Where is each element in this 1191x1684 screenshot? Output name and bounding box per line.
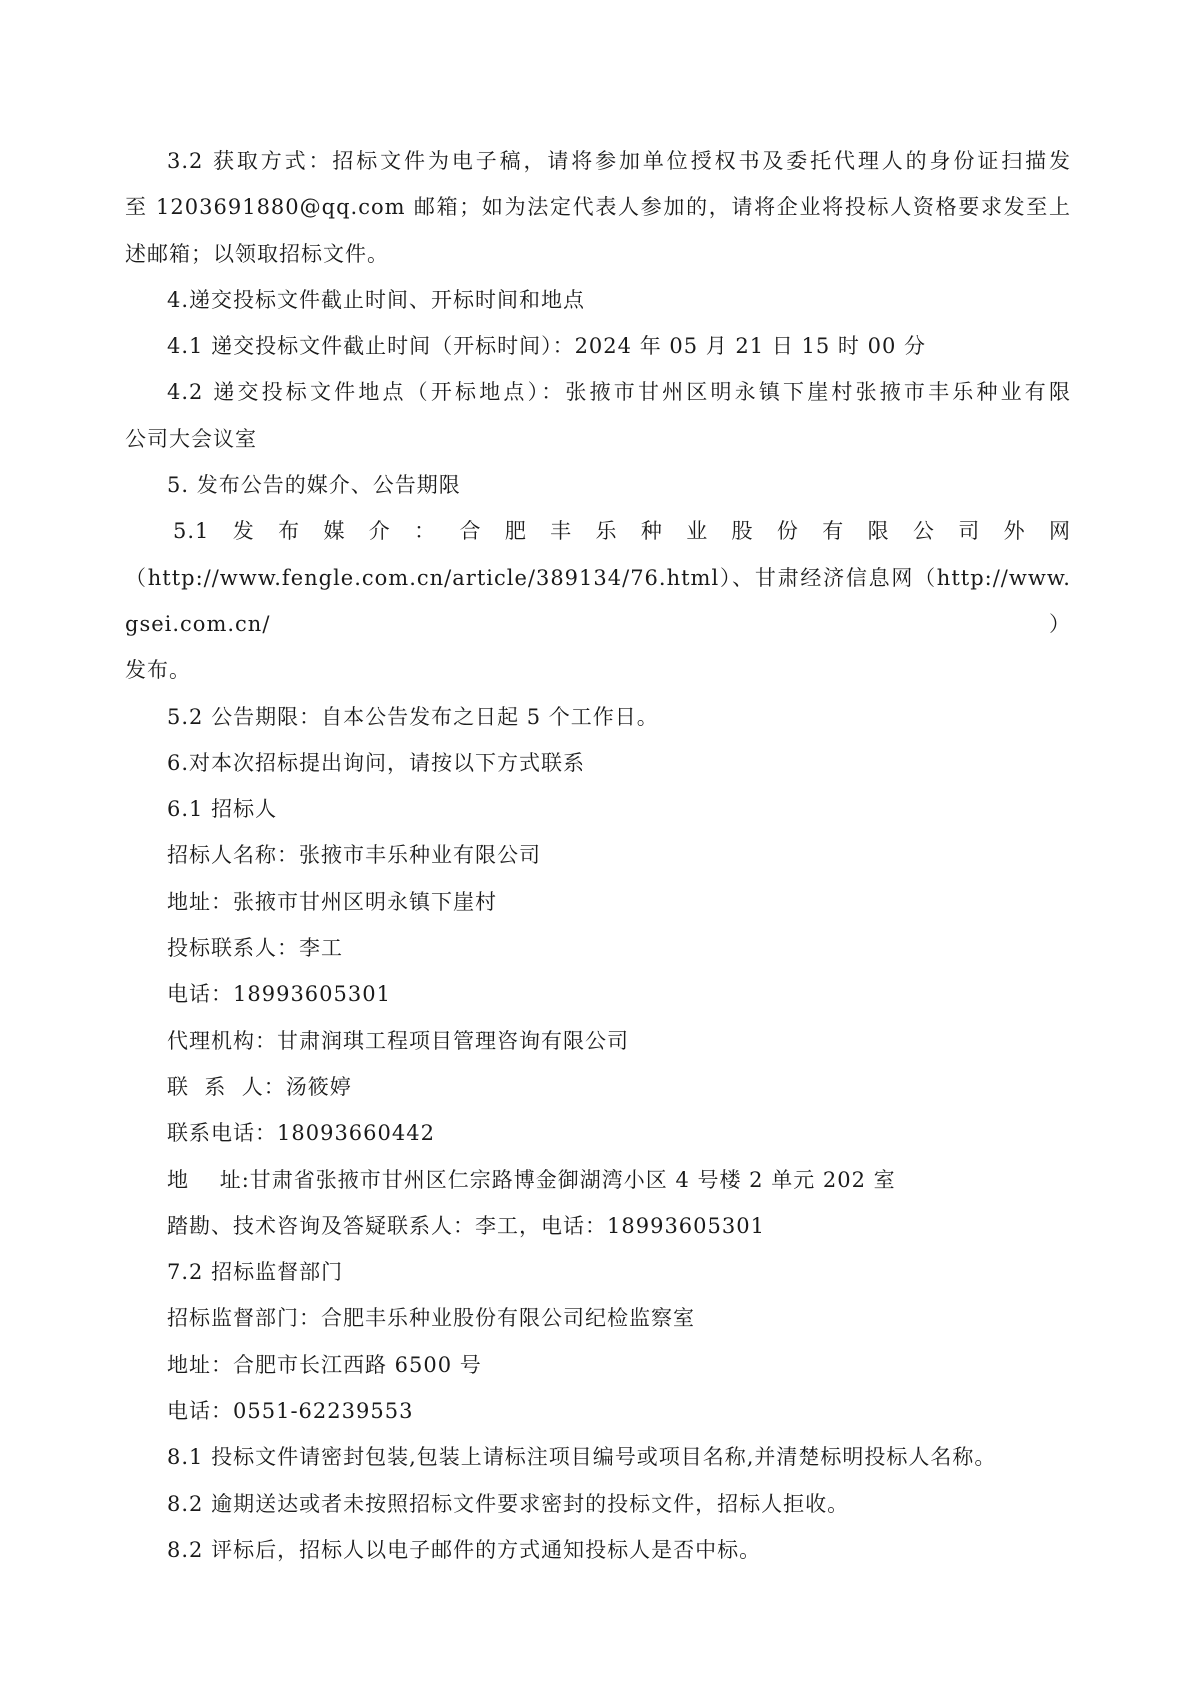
paragraph-5-1-char: 媒 (323, 519, 346, 544)
paragraph-5-1-char: 限 (867, 519, 890, 544)
tenderer-contact: 投标联系人：李工 (167, 936, 343, 961)
paragraph-4-1: 4.1 递交投标文件截止时间（开标时间）：2024 年 05 月 21 日 15 时 00 分 (167, 334, 926, 359)
paragraph-5-1-char: 业 (686, 519, 709, 544)
paragraph-3-2-line-3: 述邮箱；以领取招标文件。 (125, 241, 389, 266)
paragraph-4-2-line-2: 公司大会议室 (125, 426, 257, 451)
tenderer-phone: 电话：18993605301 (167, 982, 391, 1007)
paragraph-5-1-char: 股 (731, 519, 754, 544)
agency-phone: 联系电话：18093660442 (167, 1121, 435, 1146)
paragraph-5-1-char: 布 (278, 519, 301, 544)
paragraph-5-1-line-3: 发布。 (125, 658, 191, 683)
paragraph-5-1-char: 外 (1003, 519, 1026, 544)
supervisor-department: 招标监督部门：合肥丰乐种业股份有限公司纪检监察室 (167, 1306, 695, 1331)
paragraph-5-1-char: ： (414, 519, 437, 544)
paragraph-5-1-char: 发 (232, 519, 255, 544)
agency-address: 地 址:甘肃省张掖市甘州区仁宗路博金御湖湾小区 4 号楼 2 单元 202 室 (167, 1167, 896, 1192)
paragraph-5-1-char: 份 (776, 519, 799, 544)
heading-4: 4.递交投标文件截止时间、开标时间和地点 (167, 287, 586, 312)
paragraph-5-1-line-2: （http://www.fengle.com.cn/article/389134/76.html）、甘肃经济信息网（http://www.gsei.com.cn/） (125, 565, 1071, 636)
paragraph-5-1-char: 司 (958, 519, 981, 544)
paragraph-5-1-char: 乐 (595, 519, 618, 544)
paragraph-8-2-late-submission: 8.2 逾期送达或者未按照招标文件要求密封的投标文件，招标人拒收。 (167, 1491, 850, 1516)
tenderer-address: 地址：张掖市甘州区明永镇下崖村 (167, 889, 497, 914)
heading-6-1: 6.1 招标人 (167, 797, 278, 822)
agency-name: 代理机构：甘肃润琪工程项目管理咨询有限公司 (167, 1028, 629, 1053)
supervisor-phone: 电话：0551-62239553 (167, 1399, 414, 1424)
paragraph-8-2-notification: 8.2 评标后，招标人以电子邮件的方式通知投标人是否中标。 (167, 1537, 762, 1562)
paragraph-3-2-line-2: 至 1203691880@qq.com 邮箱；如为法定代表人参加的，请将企业将投标人资格要求发至上 (125, 195, 1071, 220)
paragraph-5-1-char: 肥 (504, 519, 527, 544)
agency-contact: 联 系 人：汤筱婷 (167, 1074, 352, 1099)
paragraph-5-1-char: 合 (459, 519, 482, 544)
document-body (125, 138, 1071, 1573)
paragraph-4-2-line-1: 4.2 递交投标文件地点（开标地点）：张掖市甘州区明永镇下崖村张掖市丰乐种业有限 (167, 380, 1071, 405)
paragraph-3-2-line-1: 3.2 获取方式：招标文件为电子稿，请将参加单位授权书及委托代理人的身份证扫描发 (167, 149, 1071, 173)
paragraph-5-1-char: 公 (912, 519, 935, 544)
paragraph-5-1-char: 5.1 (173, 519, 210, 544)
paragraph-5-1-char: 种 (640, 519, 663, 544)
paragraph-5-1-char: 丰 (550, 519, 573, 544)
paragraph-5-2: 5.2 公告期限：自本公告发布之日起 5 个工作日。 (167, 704, 659, 729)
paragraph-8-1: 8.1 投标文件请密封包装,包装上请标注项目编号或项目名称,并清楚标明投标人名称。 (167, 1445, 997, 1470)
site-visit-contact: 踏勘、技术咨询及答疑联系人：李工，电话：18993605301 (167, 1213, 765, 1238)
paragraph-5-1-char: 介 (368, 519, 391, 544)
heading-6: 6.对本次招标提出询问，请按以下方式联系 (167, 750, 586, 775)
heading-7-2: 7.2 招标监督部门 (167, 1260, 344, 1285)
paragraph-5-1-char: 网 (1048, 519, 1071, 544)
supervisor-address: 地址：合肥市长江西路 6500 号 (167, 1352, 482, 1377)
heading-5: 5. 发布公告的媒介、公告期限 (167, 473, 461, 498)
paragraph-5-1-line-1 (125, 508, 1071, 554)
paragraph-5-1-char: 有 (822, 519, 845, 544)
tenderer-name: 招标人名称：张掖市丰乐种业有限公司 (167, 843, 541, 868)
